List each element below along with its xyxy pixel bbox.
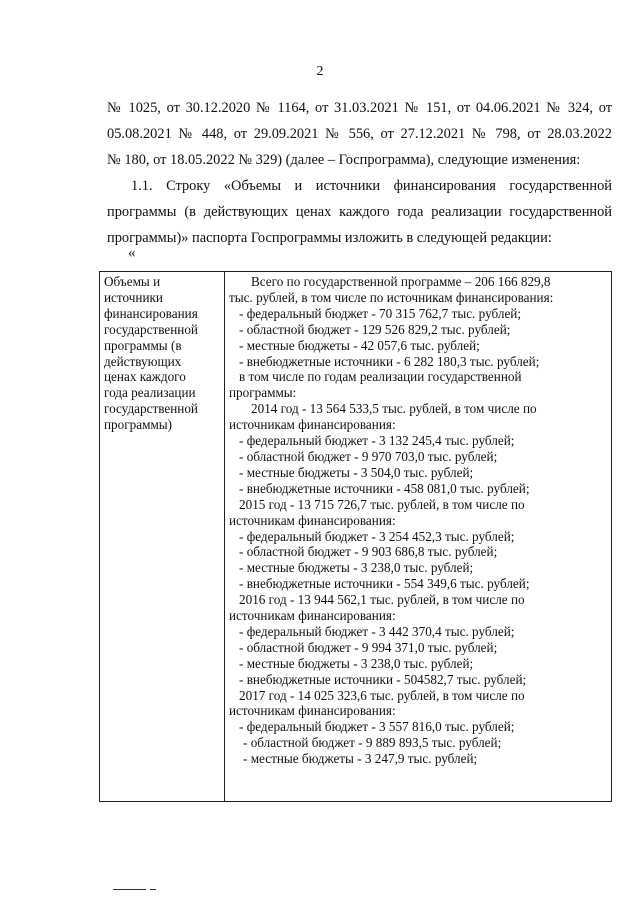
content-line: 2015 год - 13 715 726,7 тыс. рублей, в том числе по <box>239 496 525 512</box>
content-line: - областной бюджет - 9 903 686,8 тыс. рублей; <box>239 544 498 560</box>
content-line: Всего по государственной программе – 206 166 829,8 <box>251 274 551 289</box>
table-row <box>100 272 612 802</box>
content-line: - местные бюджеты - 3 238,0 тыс. рублей; <box>239 560 474 576</box>
content-line: - местные бюджеты - 3 238,0 тыс. рублей; <box>239 655 474 671</box>
label-line: ценах каждого <box>104 369 186 385</box>
intro-line: 1.1. Строку «Объемы и источники финансирования государственной <box>131 178 612 194</box>
content-line: программы: <box>229 385 297 401</box>
content-line: - федеральный бюджет - 3 254 452,3 тыс. рублей; <box>239 528 515 544</box>
opening-quote-mark: « <box>128 245 136 261</box>
intro-text <box>131 173 612 199</box>
row-content-cell <box>225 272 612 802</box>
footnote-separator <box>113 889 146 890</box>
label-line: Объемы и <box>104 274 161 289</box>
content-line: - федеральный бюджет - 3 132 245,4 тыс. рублей; <box>239 433 515 449</box>
content-line: тыс. рублей, в том числе по источникам финансирования: <box>229 289 554 305</box>
label-line: действующих <box>104 353 182 369</box>
content-line: в том числе по годам реализации государственной <box>239 369 522 385</box>
intro-line: программы (в действующих ценах каждого года реализации государственной <box>107 204 612 220</box>
label-line: программы) <box>104 417 173 433</box>
content-line: - областной бюджет - 9 994 371,0 тыс. рублей; <box>239 639 498 655</box>
content-line: - федеральный бюджет - 70 315 762,7 тыс. рублей; <box>239 305 522 321</box>
content-line: источникам финансирования: <box>229 512 396 528</box>
label-line: финансирования <box>104 305 198 321</box>
content-line: 2016 год - 13 944 562,1 тыс. рублей, в том числе по <box>239 592 525 608</box>
content-line: - внебюджетные источники - 504582,7 тыс. рублей; <box>239 671 527 687</box>
label-line: государственной <box>104 321 198 337</box>
content-line: - местные бюджеты - 3 247,9 тыс. рублей; <box>243 751 478 767</box>
content-line: - областной бюджет - 129 526 829,2 тыс. рублей; <box>239 321 511 337</box>
intro-text <box>107 225 612 251</box>
intro-line: 05.08.2021 № 448, от 29.09.2021 № 556, от 27.12.2021 № 798, от 28.03.2022 <box>107 126 612 142</box>
content-line: 2014 год - 13 564 533,5 тыс. рублей, в том числе по <box>251 401 537 417</box>
content-line: - внебюджетные источники - 6 282 180,3 тыс. рублей; <box>239 353 540 369</box>
content-line: - внебюджетные источники - 554 349,6 тыс. рублей; <box>239 576 530 592</box>
content-line: источникам финансирования: <box>229 417 396 433</box>
label-line: источники <box>104 289 163 305</box>
content-line: 2017 год - 14 025 323,6 тыс. рублей, в том числе по <box>239 687 525 703</box>
intro-text <box>107 95 612 121</box>
content-line: - внебюджетные источники - 458 081,0 тыс. рублей; <box>239 480 530 496</box>
label-line: государственной <box>104 401 198 417</box>
content-line: - областной бюджет - 9 889 893,5 тыс. рублей; <box>243 735 502 751</box>
content-line: - местные бюджеты - 42 057,6 тыс. рублей; <box>239 337 480 353</box>
row-label-cell <box>100 272 225 802</box>
label-line: программы (в <box>104 337 182 353</box>
intro-text <box>107 199 612 225</box>
intro-text <box>107 121 612 147</box>
content-line: - федеральный бюджет - 3 442 370,4 тыс. рублей; <box>239 623 515 639</box>
content-line: источникам финансирования: <box>229 703 396 719</box>
content-line: - федеральный бюджет - 3 557 816,0 тыс. рублей; <box>239 719 515 735</box>
label-line: года реализации <box>104 385 196 401</box>
content-line: - местные бюджеты - 3 504,0 тыс. рублей; <box>239 464 474 480</box>
content-line: источникам финансирования: <box>229 608 396 624</box>
intro-text <box>107 147 612 173</box>
intro-line: программы)» паспорта Госпрограммы изложить в следующей редакции: <box>107 230 552 246</box>
footnote-separator-tick <box>150 889 156 890</box>
content-line: - областной бюджет - 9 970 703,0 тыс. рублей; <box>239 448 498 464</box>
page-number: 2 <box>316 64 324 79</box>
intro-line: № 1025, от 30.12.2020 № 1164, от 31.03.2021 № 151, от 04.06.2021 № 324, от <box>107 100 612 116</box>
funding-table <box>99 271 612 802</box>
intro-line: № 180, от 18.05.2022 № 329) (далее – Госпрограмма), следующие изменения: <box>107 152 581 168</box>
